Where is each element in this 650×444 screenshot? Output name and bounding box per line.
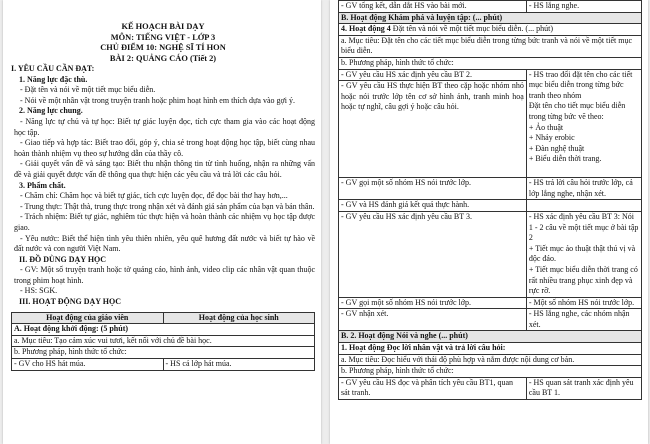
student-line: + Tiết mục ảo thuật thật thú vị và độc đáo.: [528, 243, 636, 264]
table-cell-teacher: - GV gọi một số nhóm HS nói trước lớp.: [339, 297, 527, 309]
student-line: + Biểu diễn thời trang.: [528, 154, 602, 164]
paragraph: - HS: SGK.: [20, 286, 58, 296]
table-row: b. Phương pháp, hình thức tổ chức:: [339, 366, 642, 378]
activity-1-title: 1. Hoạt động Đọc lời nhân vật và trả lời câu hỏi:: [339, 343, 642, 355]
table-cell-teacher: - GV nhận xét.: [339, 309, 527, 331]
table-row: b. Phương pháp, hình thức tổ chức:: [12, 347, 315, 359]
subheading-2: 2. Năng lực chung.: [19, 106, 83, 116]
document-header: [11, 22, 315, 64]
table-cell-teacher: - GV và HS đánh giá kết quả thực hành.: [339, 200, 527, 212]
table-section-row: B. 2. Hoạt động Nói và nghe (... phút): [339, 331, 642, 343]
paragraph: - Yêu nước: Biết thể hiện tình yêu thiên nhiên, yêu quê hương đất nước và biết tự hào về đất nước và con người Việt Nam.: [14, 233, 315, 254]
student-line: + Ảo thuật: [528, 122, 564, 132]
table-cell-student: - HS lắng nghe, các nhóm nhận xét.: [526, 309, 641, 331]
table-cell-student: [526, 211, 641, 297]
section-heading-1: I. YÊU CẦU CẦN ĐẠT:: [11, 64, 95, 73]
document-page-right: [330, 0, 648, 444]
paragraph: - Giao tiếp và hợp tác: Biết trao đổi, góp ý, chia sẻ trong hoạt động học tập, biết cùng nhau hoàn thành nhiệm vụ theo sự hướng dẫn của thầy cô.: [14, 138, 315, 158]
student-line: + Đàn nghệ thuật: [528, 143, 585, 153]
student-line: + Tiết mục biểu diễn thời trang có rất nhiều trang phục xinh đẹp và rực rỡ.: [528, 264, 638, 296]
header-line-1: KẾ HOẠCH BÀI DẠY: [121, 22, 205, 31]
table-cell-student: - HS lắng nghe.: [526, 1, 641, 13]
paragraph: - Chăm chỉ: Chăm học và biết tự giác, tích cực luyện đọc, để đọc bài thơ hay hơn,...: [20, 191, 288, 201]
table-cell-student: - HS quan sát tranh xác định yêu cầu BT 1.: [526, 377, 641, 399]
table-cell-teacher: - GV gọi một số nhóm HS nói trước lớp.: [339, 178, 527, 200]
table-row: a. Mục tiêu: Tạo cảm xúc vui tươi, kết nối với chủ đề bài học.: [12, 335, 315, 347]
table-cell-student: - Một số nhóm HS nói trước lớp.: [526, 297, 641, 309]
paragraph: - Giải quyết vấn đề và sáng tạo: Biết thu nhận thông tin từ tình huống, nhận ra những vấn đề và giải quyết được vấn đề thông qua thực hiện các yêu cầu và trả lời các câu hỏi.: [14, 159, 315, 179]
table-section-row: B. Hoạt động Khám phá và luyện tập: (... phút): [339, 12, 642, 24]
table-cell-student: [526, 69, 641, 178]
header-line-3: CHỦ ĐIỂM 10: NGHỆ SĨ TÍ HON: [100, 43, 226, 52]
activity-table-left: [11, 312, 315, 371]
table-section-row: A. Hoạt động khởi động: (5 phút): [12, 324, 315, 336]
table-row: a. Mục tiêu: Đọc hiểu với thái độ phù hợp và nắm được nội dung cơ bản.: [339, 354, 642, 366]
subheading-1: 1. Năng lực đặc thù.: [19, 74, 88, 84]
table-cell-teacher: - GV yêu cầu HS xác định yêu cầu BT 3.: [339, 211, 527, 297]
paragraph: - Trung thực: Thật thà, trung thực trong nhận xét và đánh giá sản phẩm của bạn và bản thân.: [20, 201, 315, 211]
paragraph: - Trách nhiệm: Biết tự giác, nghiêm túc thực hiện và hoàn thành các nhiệm vụ học tập được giao.: [14, 212, 315, 232]
activity-4-title: 4. Hoạt động 4: [341, 24, 391, 34]
section-heading-3: III. HOẠT ĐỘNG DẠY HỌC: [19, 297, 122, 307]
header-line-2: MÔN: TIẾNG VIỆT - LỚP 3: [110, 32, 216, 42]
table-cell-student: - HS trả lời câu hỏi trước lớp, cả lớp lắng nghe, nhận xét.: [526, 178, 641, 200]
header-line-4: BÀI 2: QUẢNG CÁO (Tiết 2): [109, 53, 217, 63]
document-page-left: [3, 0, 321, 444]
column-header-student: Hoạt động của học sinh: [163, 312, 315, 324]
activity-4-text: Đặt tên và nói về một tiết mục biểu diễn. (... phút): [390, 24, 553, 34]
student-line: - HS trao đổi đặt tên cho các tiết mục biểu diễn trong từng bức tranh theo nhóm: [528, 69, 633, 100]
paragraph: - Năng lực tự chủ và tự học: Biết tự giác luyện đọc, tích cực tham gia vào các hoạt động học tập.: [14, 116, 315, 137]
student-line: + Nhảy erobic: [528, 133, 575, 143]
section-heading-2: II. ĐỒ DÙNG DẠY HỌC: [19, 254, 107, 264]
table-activity-block: [339, 24, 642, 36]
subheading-3: 3. Phẩm chất.: [19, 180, 66, 190]
student-line: - HS xác định yêu cầu BT 3: Nói 1 - 2 câu về một tiết mục ở bài tập 2: [528, 211, 639, 243]
table-cell-teacher: - GV cho HS hát múa.: [12, 359, 164, 371]
paragraph: - Nói về một nhân vật trong truyện tranh hoặc phim hoạt hình em thích dựa vào gợi ý.: [20, 95, 295, 105]
table-cell-teacher: - GV tổng kết, dẫn dắt HS vào bài mới.: [339, 1, 527, 13]
table-row: a. Mục tiêu: Đặt tên cho các tiết mục biểu diễn trong từng bức tranh và nói về một tiết mục biểu diễn.: [339, 35, 642, 57]
table-cell-teacher: - GV yêu cầu HS thực hiện BT theo cặp hoặc nhóm nhỏ hoặc nói trước lớp tên cơ sở hình ảnh, tranh minh hoạ hoặc tự nghĩ, câu gợi ý hoặc câu hỏi.: [339, 81, 527, 178]
table-cell-teacher: - GV yêu cầu HS đọc và phân tích yêu cầu BT1, quan sát tranh.: [339, 377, 527, 399]
table-cell-student: [526, 200, 641, 212]
table-row: b. Phương pháp, hình thức tổ chức:: [339, 57, 642, 69]
activity-table-right: [338, 0, 642, 400]
paragraph: - GV: Một số truyện tranh hoặc tờ quảng cáo, hình ảnh, video clip các nhân vật quan thuộc trong phim hoạt hình.: [14, 265, 315, 285]
table-cell-teacher: - GV yêu cầu HS xác định yêu cầu BT 2.: [339, 69, 527, 81]
table-cell-student: - HS cả lớp hát múa.: [163, 359, 315, 371]
column-header-teacher: Hoạt động của giáo viên: [12, 312, 164, 324]
student-line: Đặt tên cho tiết mục biểu diễn trong từng bức vẽ theo:: [528, 101, 626, 121]
paragraph: - Đặt tên và nói về một tiết mục biểu diễn.: [20, 85, 156, 95]
